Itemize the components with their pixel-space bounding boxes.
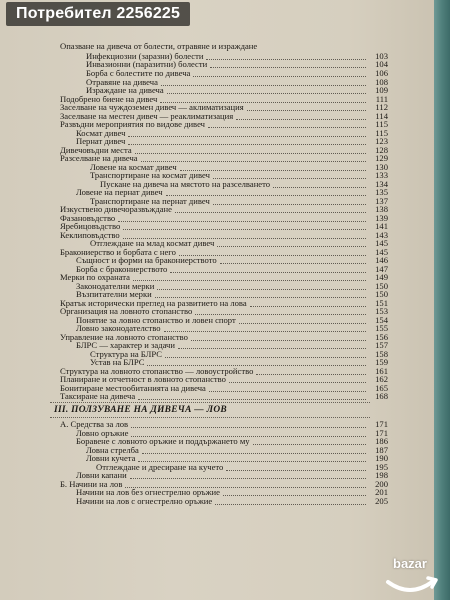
toc-entry-title: Кеклиповъдство <box>60 230 120 240</box>
toc-entry <box>0 60 436 69</box>
toc-entry-title: Бонитиране местообитанията на дивеча <box>60 383 206 393</box>
toc-page-number: 157 <box>375 340 388 350</box>
toc-page-number: 147 <box>375 264 388 274</box>
toc-entry-title: Кратък исторически преглед на развитието на лова <box>60 298 247 308</box>
toc-page-number: 134 <box>375 179 388 189</box>
toc-page-number: 171 <box>375 419 388 429</box>
section-title <box>0 406 436 417</box>
toc-entry-title: Планиране и отчетност в ловното стопанство <box>60 374 226 384</box>
toc-entry-title: Израждане на дивеча <box>86 85 164 95</box>
toc-page-number: 128 <box>375 145 388 155</box>
toc-page-number: 139 <box>375 213 388 223</box>
user-watermark: Потребител 2256225 <box>6 2 190 26</box>
toc-entry-title: Разселване на дивеча <box>60 153 138 163</box>
toc-page-number: 141 <box>375 221 388 231</box>
dot-leader <box>193 75 366 77</box>
toc-page-number: 123 <box>375 136 388 146</box>
section-title-text: III. ПОЛЗУВАНЕ НА ДИВЕЧА — ЛОВ <box>54 405 227 415</box>
toc-entry-title: Инвазионни (паразитни) болести <box>86 59 208 69</box>
toc-page-number: 106 <box>375 68 388 78</box>
toc-entry-title: Възпитателни мерки <box>76 289 152 299</box>
toc-entry-title: Понятие за ловно стопанство и ловен спорт <box>76 315 236 325</box>
toc-page-number: 149 <box>375 272 388 282</box>
dot-leader <box>220 262 366 264</box>
toc-page-number: 146 <box>375 255 388 265</box>
toc-page-number: 150 <box>375 281 388 291</box>
toc-entry <box>0 488 436 497</box>
toc-page-number: 129 <box>375 153 388 163</box>
toc-page-number: 145 <box>375 238 388 248</box>
toc-entry-title: Организация на ловното стопанство <box>60 306 193 316</box>
toc-entry-title: Изкуствено дивечоразвъждане <box>60 204 172 214</box>
toc-entry-title: Отглеждане на млад космат дивеч <box>90 238 215 248</box>
dot-leader <box>128 143 366 145</box>
toc-page-number: 171 <box>375 428 388 438</box>
dot-leader <box>178 347 366 349</box>
toc-page-number: 201 <box>375 487 388 497</box>
toc-page-number: 161 <box>375 366 388 376</box>
toc-entry-title: Ловно оръжие <box>76 428 129 438</box>
dot-leader <box>123 228 366 230</box>
toc-page-number: 154 <box>375 315 388 325</box>
toc-entry-title: Заселване на чуждоземен дивеч — аклиматизация <box>60 102 244 112</box>
toc-entry-title: Транспортиране на пернат дивеч <box>90 196 210 206</box>
bazar-logo <box>380 548 450 600</box>
toc-entry-title: Бракониерство и борбата с него <box>60 247 176 257</box>
toc-entry <box>0 497 436 506</box>
toc-page-number: 151 <box>375 298 388 308</box>
toc-entry-title: Ловна стрелба <box>86 445 139 455</box>
dot-leader <box>130 477 366 479</box>
toc-entry-title: Отравяне на дивеча <box>86 77 158 87</box>
toc-entry-title: Същност и форми на бракониерството <box>76 255 217 265</box>
toc-entry <box>0 392 436 401</box>
dot-leader <box>175 211 366 213</box>
toc-entry-title: Фазановъдство <box>60 213 116 223</box>
toc-entry <box>0 42 436 51</box>
toc-page-number: 145 <box>375 247 388 257</box>
toc-entry-title: Боравене с ловното оръжие и поддържането му <box>76 436 250 446</box>
toc-entry-title: Ловене на пернат дивеч <box>76 187 163 197</box>
toc-page-number: 158 <box>375 349 388 359</box>
dot-leader <box>208 126 366 128</box>
dot-leader <box>215 503 366 505</box>
dot-leader <box>210 66 366 68</box>
toc-page-number: 111 <box>375 94 388 104</box>
toc-entry-title: Управление на ловното стопанство <box>60 332 188 342</box>
dot-leader <box>247 109 366 111</box>
toc-entry-title: Пернат дивеч <box>76 136 126 146</box>
dot-leader <box>167 92 366 94</box>
toc-entry-title: Мерки по охраната <box>60 272 130 282</box>
logo-text: bazar <box>393 556 427 571</box>
toc-entry-title: Начини на лов без огнестрелно оръжие <box>76 487 220 497</box>
section-divider <box>50 402 370 403</box>
toc-entry-title: Ловно законодателство <box>76 323 161 333</box>
toc-page-number: 198 <box>375 470 388 480</box>
toc-entry-title: Пускане на дивеча на мястото на разселването <box>100 179 271 189</box>
toc-page-number: 195 <box>375 462 388 472</box>
toc-entry <box>0 341 436 350</box>
toc-page-number: 135 <box>375 187 388 197</box>
toc-page-number: 104 <box>375 59 388 69</box>
toc-page-number: 168 <box>375 391 388 401</box>
toc-page-number: 205 <box>375 496 388 506</box>
toc-entry-title: Ловене на космат дивеч <box>90 162 177 172</box>
toc-entry <box>0 273 436 282</box>
toc-page-number: 137 <box>375 196 388 206</box>
dot-leader <box>229 381 366 383</box>
toc-page-number: 159 <box>375 357 388 367</box>
toc-entry-title: Ловни капани <box>76 470 127 480</box>
dot-leader <box>253 443 366 445</box>
toc-page-number: 112 <box>375 102 388 112</box>
dot-leader <box>164 330 366 332</box>
toc-page-number: 186 <box>375 436 388 446</box>
toc-page-number: 130 <box>375 162 388 172</box>
dot-leader <box>223 494 366 496</box>
book-cover-edge <box>434 0 450 600</box>
dot-leader <box>217 245 366 247</box>
toc-entry-title: Инфекциозни (заразни) болести <box>86 51 204 61</box>
toc-entry-title: Начини на лов с огнестрелно оръжие <box>76 496 213 506</box>
toc-page-number: 165 <box>375 383 388 393</box>
toc-entry-title: Яребицовъдство <box>60 221 121 231</box>
toc-entry <box>0 256 436 265</box>
toc-entry-title: Борба с болестите по дивеча <box>86 68 191 78</box>
toc-page-number: 156 <box>375 332 388 342</box>
toc-entry-title: Опазване на дивеча от болести, отравяне и израждане <box>60 41 258 51</box>
toc-entry-title: Космат дивеч <box>76 128 126 138</box>
toc-page-number: 155 <box>375 323 388 333</box>
toc-page-number: 162 <box>375 374 388 384</box>
dot-leader <box>138 398 366 400</box>
toc-entry-title: БЛРС — характер и задачи <box>76 340 175 350</box>
toc-entry-title: Структура на БЛРС <box>90 349 162 359</box>
toc-page-number: 153 <box>375 306 388 316</box>
toc-page-number: 115 <box>375 119 388 129</box>
section-divider <box>50 417 370 418</box>
toc-page-number: 143 <box>375 230 388 240</box>
toc-page-number: 115 <box>375 128 388 138</box>
toc-page-number: 114 <box>375 111 388 121</box>
toc-entry <box>0 188 436 197</box>
toc-entry-title: Борба с бракониерството <box>76 264 168 274</box>
toc-entry <box>0 120 436 129</box>
dot-leader <box>131 426 366 428</box>
toc-entry-title: Дивечовъдни места <box>60 145 132 155</box>
toc-entry-title: Таксиране на дивеча <box>60 391 136 401</box>
toc-entry-title: Отглеждане и дресиране на кучето <box>96 462 224 472</box>
toc-page-number: 200 <box>375 479 388 489</box>
toc-entry <box>0 437 436 446</box>
toc-entry <box>0 69 436 78</box>
toc-entry-title: Транспортиране на космат дивеч <box>90 170 210 180</box>
toc-page-number: 133 <box>375 170 388 180</box>
toc-entry <box>0 154 436 163</box>
toc-page-number: 187 <box>375 445 388 455</box>
toc-entry <box>0 420 436 429</box>
toc-page-number: 138 <box>375 204 388 214</box>
toc-page-number: 108 <box>375 77 388 87</box>
toc-entry-title: Заселване на местен дивеч — реаклиматизация <box>60 111 234 121</box>
toc-entry-title: Б. Начини на лов <box>60 479 123 489</box>
toc-page-number: 103 <box>375 51 388 61</box>
toc-entry-title: Законодателни мерки <box>76 281 155 291</box>
dot-leader <box>133 279 366 281</box>
toc-page-number: 109 <box>375 85 388 95</box>
toc-entry-title: Структура на ловното стопанство — ловоустройство <box>60 366 254 376</box>
toc-entry-title: Ловни кучета <box>86 453 136 463</box>
toc-page-number: 150 <box>375 289 388 299</box>
toc-entry-title: А. Средства за лов <box>60 419 129 429</box>
toc-entry-title: Подобрено биене на дивеч <box>60 94 158 104</box>
toc-page-number: 190 <box>375 453 388 463</box>
toc-entry-title: Развъдни мероприятия по видове дивеч <box>60 119 205 129</box>
toc-entry-title: Устав на БЛРС <box>90 357 145 367</box>
